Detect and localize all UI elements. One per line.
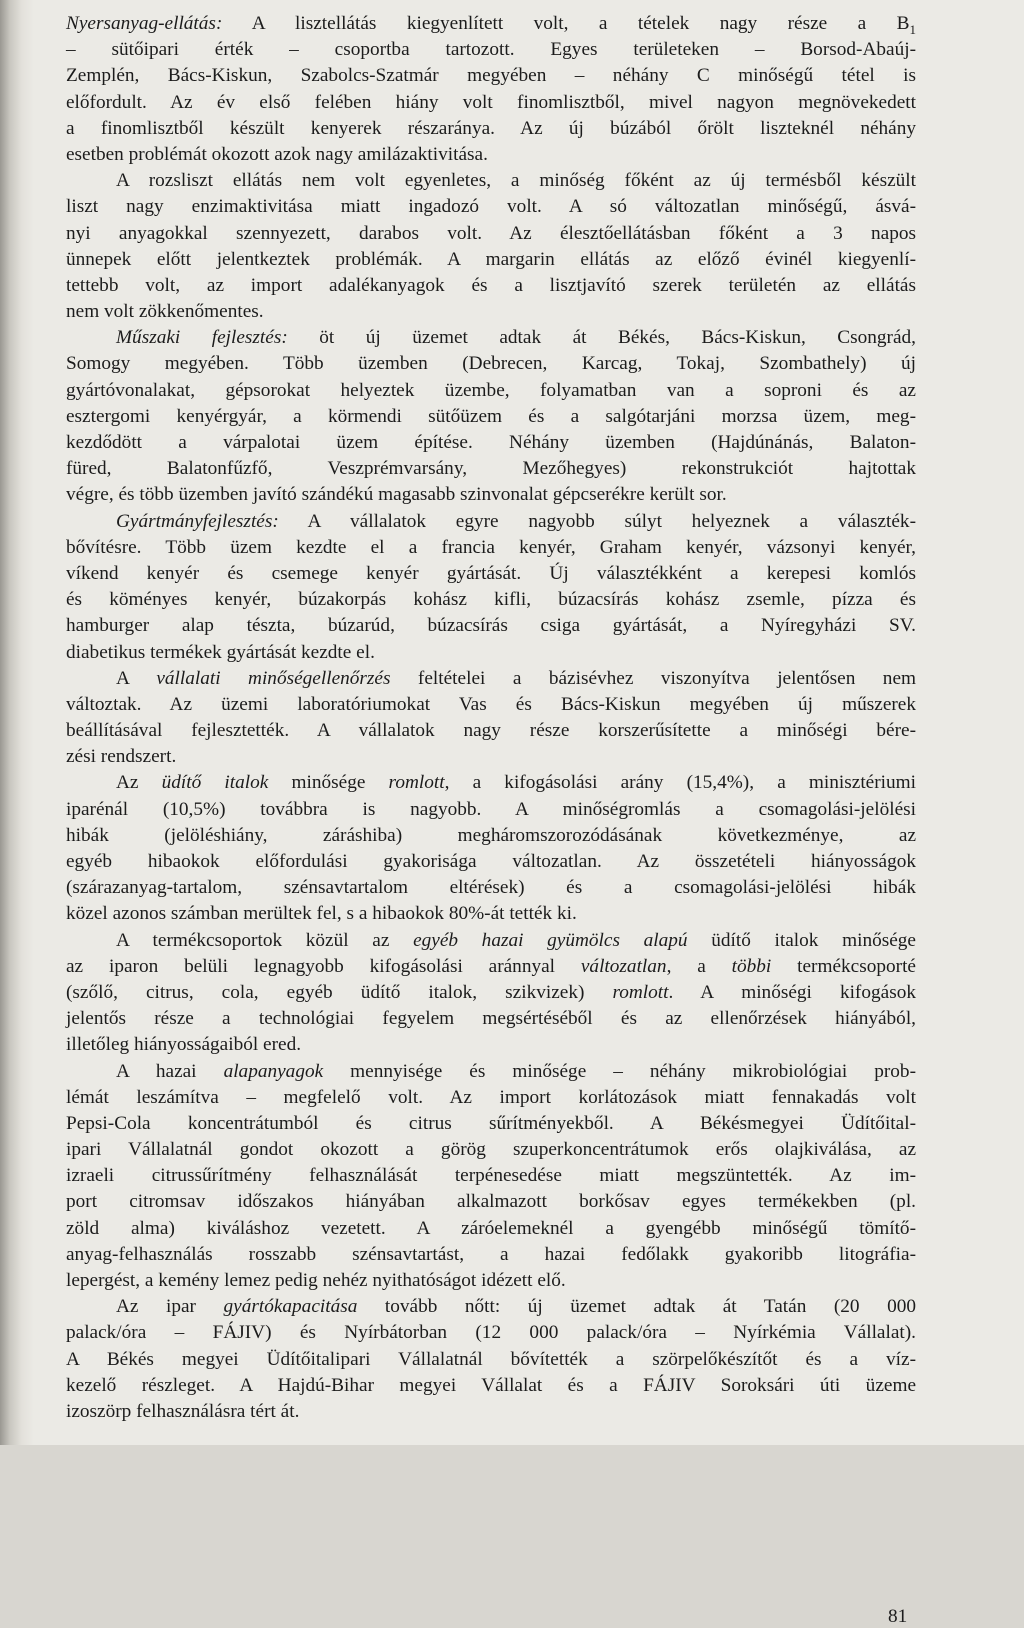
text-line — [66, 430, 916, 456]
paragraph — [66, 666, 916, 771]
text-run: izraeli citrussűrítmény felhasználását terpénesedése miatt megszüntették. Az im- — [66, 1165, 916, 1187]
body-text — [66, 11, 916, 1425]
paragraph — [66, 11, 916, 168]
text-run: Az ipar — [116, 1296, 224, 1318]
text-run: kezdődött a várpalotai üzem építése. Néhány üzemben (Hajdúnánás, Balaton- — [66, 432, 916, 453]
text-run: üdítő italok minősége — [687, 929, 916, 951]
text-line — [66, 351, 916, 377]
text-run: végre, és több üzemben javító szándékú magasabb szinvonalat gépcserékre került sor. — [66, 484, 727, 506]
text-line — [66, 1059, 916, 1085]
italic-term: romlott — [388, 772, 445, 794]
text-line — [66, 1189, 916, 1215]
text-run: zöld alma) kiváláshoz vezetett. A záróelemeknél a gyengébb minőségű tömítő- — [66, 1217, 916, 1239]
italic-term: üdítő italok — [161, 772, 269, 794]
text-run: A — [116, 667, 157, 689]
text-run: ünnepek előtt jelentkeztek problémák. A margarin ellátás az előző évinél kiegyenlí- — [66, 248, 916, 270]
text-run: közel azonos számban merültek fel, s a hibaokok 80%-át tették ki. — [66, 903, 577, 925]
text-line — [66, 482, 916, 508]
text-run: gyártóvonalakat, gépsorokat helyeztek üzembe, folyamatban van a soproni és az — [66, 379, 916, 401]
text-run: , a kifogásolási arány (15,4%), a minisztériumi — [444, 772, 917, 794]
text-line — [66, 744, 916, 770]
text-run: füred, Balatonfűzfő, Veszprémvarsány, Mezőhegyes) rekonstrukciót hajtottak — [66, 458, 916, 480]
text-run: kezelő részleget. A Hajdú-Bihar megyei Vállalat és a FÁJIV Soroksári úti üzeme — [66, 1374, 916, 1396]
text-run: liszt nagy enzimaktivitása miatt ingadozó volt. A só változatlan minőségű, ásvá- — [66, 196, 916, 218]
text-line — [66, 509, 916, 535]
text-line — [66, 666, 916, 692]
binding-shadow — [0, 0, 34, 1445]
text-run: öt új üzemet adtak át Békés, Bács-Kiskun, Csongrád, — [287, 327, 916, 349]
italic-term: Nyersanyag-ellátás: — [66, 13, 223, 34]
text-line — [66, 1242, 916, 1268]
text-line — [66, 37, 916, 63]
text-line — [66, 1373, 916, 1399]
text-line — [66, 1399, 916, 1425]
text-run: ipari Vállalatnál gondot okozott a görög szuperkoncentrátumok erős olajkiválása, az — [66, 1139, 916, 1161]
page-number: 81 — [888, 1606, 908, 1627]
text-run: A Békés megyei Üdítőitalipari Vállalatnál bővítették a szörpelőkészítőt és a víz- — [66, 1348, 916, 1370]
text-run: iparénál (10,5%) továbbra is nagyobb. A minőségromlás a csomagolási-jelölési — [66, 798, 916, 820]
text-run: mennyisége és minősége – néhány mikrobiológiai prob- — [323, 1060, 916, 1082]
text-line — [66, 849, 916, 875]
text-run: hamburger alap tészta, búzarúd, búzacsírás csiga gyártását, a Nyíregyházi SV. — [66, 615, 916, 637]
text-run: lepergést, a kemény lemez pedig nehéz nyithatóságot idézett elő. — [66, 1270, 566, 1291]
text-line — [66, 1268, 916, 1294]
text-line — [66, 797, 916, 823]
text-run: – sütőipari érték – csoportba tartozott. Egyes területeken – Borsod-Abaúj- — [66, 39, 916, 61]
text-run: termékcsoporté — [771, 955, 916, 977]
text-run: minősége — [268, 772, 389, 794]
text-line — [66, 273, 916, 299]
text-line — [66, 221, 916, 247]
text-run: A vállalatok egyre nagyobb súlyt helyeznek a választék- — [278, 510, 916, 532]
text-run: nyi anyagokkal szennyezett, darabos volt. Az élesztőellátásban főként a 3 napos — [66, 222, 916, 244]
text-run: egyéb hibaokok előfordulási gyakorisága változatlan. Az összetételi hiányosságok — [66, 851, 916, 872]
text-run: A rozsliszt ellátás nem volt egyenletes, a minőség főként az új termésből készült — [116, 170, 916, 192]
text-line — [66, 1006, 916, 1032]
text-line — [66, 587, 916, 613]
text-line — [66, 378, 916, 404]
italic-term: egyéb hazai gyümölcs alapú — [413, 929, 688, 951]
text-line — [66, 980, 916, 1006]
text-run: zési rendszert. — [66, 746, 177, 768]
text-run: feltételei a bázisévhez viszonyítva jelentősen nem — [390, 667, 917, 689]
text-run: lémát leszámítva – megfelelő volt. Az import korlátozások miatt fennakadás volt — [66, 1086, 916, 1108]
paragraph — [66, 325, 916, 508]
text-line — [66, 1320, 916, 1346]
text-run: diabetikus termékek gyártását kezdte el. — [66, 641, 375, 663]
text-line — [66, 116, 916, 142]
text-line — [66, 11, 916, 37]
text-line — [66, 1032, 916, 1058]
text-line — [66, 1216, 916, 1242]
paragraph — [66, 1059, 916, 1295]
text-line — [66, 928, 916, 954]
text-line — [66, 1163, 916, 1189]
text-run: A termékcsoportok közül az — [116, 929, 414, 951]
text-line — [66, 90, 916, 116]
paragraph — [66, 509, 916, 666]
text-run: jelentős része a technológiai fegyelem megsértéséből és az ellenőrzések hiányából, — [66, 1008, 916, 1030]
text-run: (szárazanyag-tartalom, szénsavtartalom eltérések) és a csomagolási-jelölési hibák — [66, 877, 916, 899]
paragraph — [66, 1294, 916, 1425]
text-line — [66, 404, 916, 430]
paragraph — [66, 928, 916, 1059]
text-run: beállításával fejlesztették. A vállalatok nagy része korszerűsítette a minőségi bére- — [66, 720, 916, 742]
text-line — [66, 194, 916, 220]
text-run: előfordult. Az év első felében hiány volt finomlisztből, mivel nagyon megnövekedett — [66, 91, 916, 113]
text-line — [66, 63, 916, 89]
text-line — [66, 1137, 916, 1163]
text-line — [66, 142, 916, 168]
paragraph — [66, 770, 916, 927]
italic-term: Gyártmányfejlesztés: — [116, 510, 279, 532]
text-run: . A minőségi kifogások — [668, 981, 916, 1003]
italic-term: Műszaki fejlesztés: — [116, 327, 288, 349]
italic-term: változatlan — [580, 955, 667, 977]
text-line — [66, 247, 916, 273]
text-run: A lisztellátás kiegyenlített volt, a tételek nagy része a B — [222, 13, 910, 34]
text-line — [66, 823, 916, 849]
text-run: , a — [666, 955, 732, 977]
text-line — [66, 456, 916, 482]
italic-term: gyártókapacitása — [223, 1296, 358, 1318]
text-line — [66, 299, 916, 325]
text-run: Zemplén, Bács-Kiskun, Szabolcs-Szatmár megyében – néhány C minőségű tétel is — [66, 65, 916, 87]
text-run: változtak. Az üzemi laboratóriumokat Vas és Bács-Kiskun megyében új műszerek — [66, 693, 916, 715]
text-line — [66, 1294, 916, 1320]
text-run: (szőlő, citrus, cola, egyéb üdítő italok, szikvizek) — [66, 981, 613, 1003]
text-run: az iparon belüli legnagyobb kifogásolási aránnyal — [66, 955, 581, 977]
text-run: anyag-felhasználás rosszabb szénsavtartást, a hazai fedőlakk gyakoribb litográfia- — [66, 1243, 916, 1265]
text-line — [66, 561, 916, 587]
text-run: a finomlisztből készült kenyerek részaránya. Az új búzából őrölt liszteknél néhány — [66, 117, 916, 139]
text-run: Az — [116, 772, 162, 794]
text-line — [66, 168, 916, 194]
text-line — [66, 640, 916, 666]
text-run: esztergomi kenyérgyár, a körmendi sütőüzem és a salgótarjáni morzsa üzem, meg- — [66, 405, 916, 427]
text-run: Pepsi-Cola koncentrátumból és citrus sűrítményekből. A Békésmegyei Üdítőital- — [66, 1112, 916, 1134]
text-line — [66, 325, 916, 351]
italic-term: alapanyagok — [223, 1060, 324, 1082]
text-run: palack/óra – FÁJIV) és Nyírbátorban (12 000 palack/óra – Nyírkémia Vállalat). — [66, 1322, 916, 1344]
text-line — [66, 770, 916, 796]
text-line — [66, 613, 916, 639]
text-line — [66, 535, 916, 561]
text-run: izoszörp felhasználásra tért át. — [66, 1400, 300, 1422]
text-run: tovább nőtt: új üzemet adtak át Tatán (20 000 — [357, 1296, 916, 1318]
text-line — [66, 1347, 916, 1373]
text-run: nem volt zökkenőmentes. — [66, 301, 264, 323]
text-line — [66, 1085, 916, 1111]
italic-term: romlott — [612, 981, 669, 1003]
text-run: víkend kenyér és csemege kenyér gyártását. Új választékként a kerepesi komlós — [66, 562, 916, 584]
text-run: A hazai — [116, 1060, 224, 1082]
italic-term: többi — [731, 955, 772, 977]
text-run: és köményes kenyér, búzakorpás kohász kifli, búzacsírás kohász zsemle, pízza és — [66, 589, 916, 611]
italic-term: vállalati minőségellenőrzés — [156, 667, 391, 689]
text-run: port citromsav időszakos hiányában alkalmazott borkősav egyes termékekben (pl. — [66, 1191, 916, 1213]
subscript: 1 — [909, 21, 916, 37]
text-line — [66, 718, 916, 744]
text-line — [66, 1111, 916, 1137]
text-line — [66, 692, 916, 718]
text-line — [66, 875, 916, 901]
text-line — [66, 954, 916, 980]
text-line — [66, 901, 916, 927]
text-run: bővítésre. Több üzem kezdte el a francia kenyér, Graham kenyér, vázsonyi kenyér, — [66, 536, 916, 558]
text-run: Somogy megyében. Több üzemben (Debrecen, Karcag, Tokaj, Szombathely) új — [66, 353, 916, 375]
text-run: hibák (jelöléshiány, záráshiba) megháromszorozódásának következménye, az — [66, 824, 916, 846]
paragraph — [66, 168, 916, 325]
text-run: esetben problémát okozott azok nagy amilázaktivitása. — [66, 143, 488, 165]
text-run: tettebb volt, az import adalékanyagok és a lisztjavító szerek területén az ellátás — [66, 274, 916, 296]
text-run: illetőleg hiányosságaiból ered. — [66, 1034, 302, 1056]
